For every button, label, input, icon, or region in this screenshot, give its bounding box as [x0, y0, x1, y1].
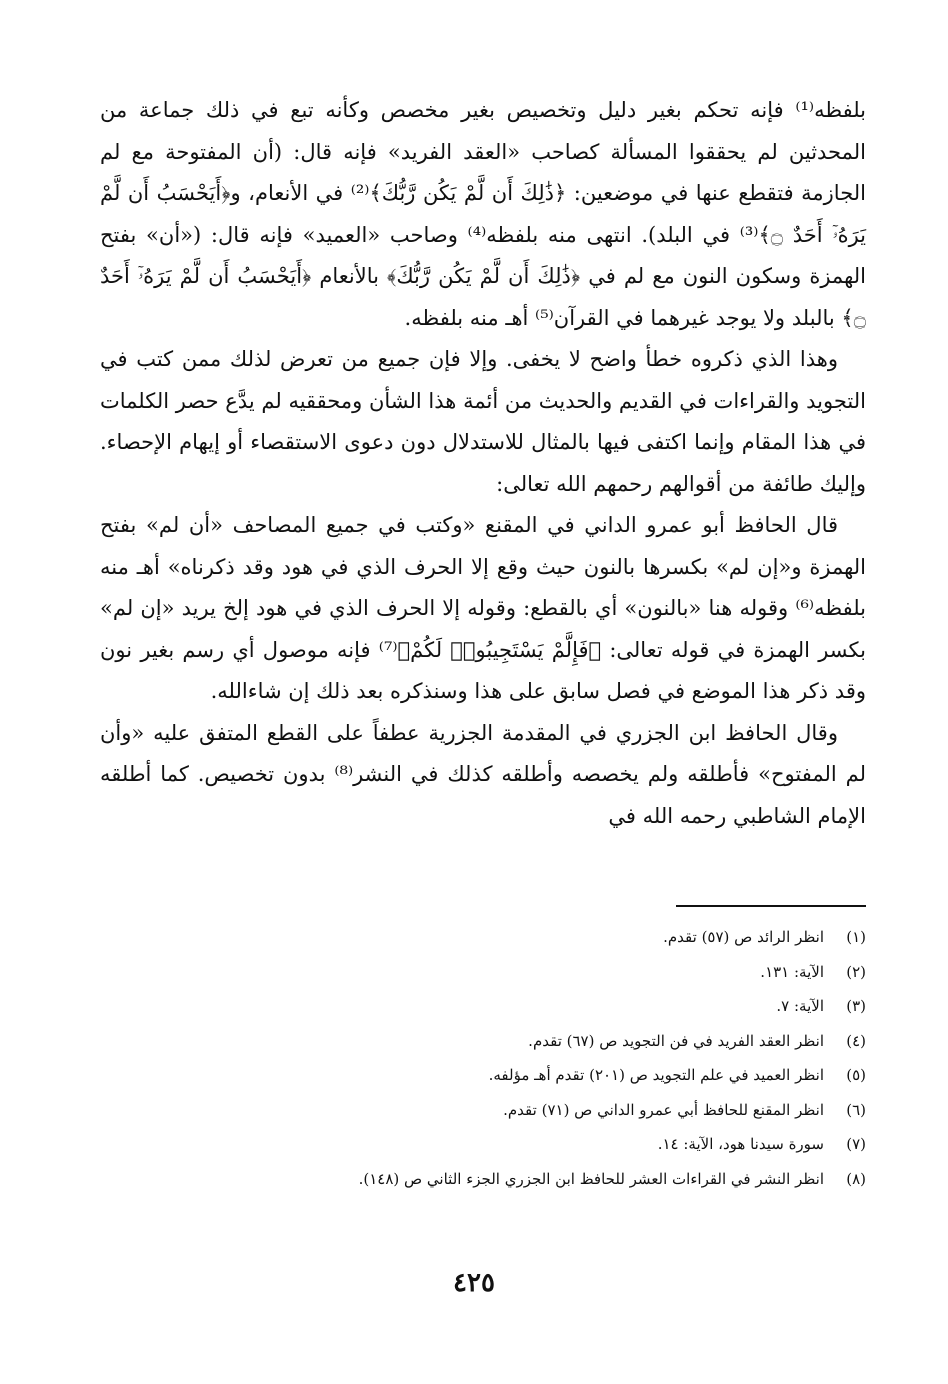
footnote-item [160, 1162, 866, 1197]
footnote-item [160, 1127, 866, 1162]
footnote-item [160, 1093, 866, 1128]
footnote-number: (٣) [846, 997, 866, 1015]
footnote-text: الآية: ٧. [776, 997, 824, 1015]
footnotes [160, 920, 866, 1196]
paragraph-1: بلفظه⁽¹⁾ فإنه تحكم بغير دليل وتخصيص بغير مخصص وكأنه تبع في ذلك جماعة من المحدثين لم يحققوا المسألة كصاحب «العقد الفريد» فإنه قال: (أن المفتوحة مع لم الجازمة فتقطع عنها في موضعين: ﴿ذَٰلِكَ أَن لَّمْ يَكُن رَّبُّكَ﴾⁽²⁾ في الأنعام، و﴿أَيَحْسَبُ أَن لَّمْ يَرَهُۥٓ أَحَدٌ ۝﴾⁽³⁾ في البلد). انتهى منه بلفظه⁽⁴⁾ وصاحب «العميد» فإنه قال: («أن» بفتح الهمزة وسكون النون مع لم في ﴿ذَٰلِكَ أَن لَّمْ يَكُن رَّبُّكَ﴾ بالأنعام ﴿أَيَحْسَبُ أَن لَّمْ يَرَهُۥٓ أَحَدٌ ۝﴾ بالبلد ولا يوجد غيرهما في القرآن⁽⁵⁾ أهـ منه بلفظه. [100, 98, 867, 330]
footnote-text: انظر العقد الفريد في فن التجويد ص (٦٧) تقدم. [528, 1031, 824, 1050]
page-number: ٤٢٥ [453, 1268, 495, 1298]
footnote-number: (٧) [846, 1135, 866, 1153]
footnote-separator [676, 905, 866, 907]
footnote-item [160, 955, 866, 990]
footnote-text: انظر العميد في علم التجويد ص (٢٠١) تقدم أهـ مؤلفه. [488, 1066, 824, 1084]
footnote-number: (٦) [846, 1100, 866, 1119]
paragraph-2: وهذا الذي ذكروه خطأ واضح لا يخفى. وإلا فإن جميع من تعرض لذلك ممن كتب في التجويد والقراءات في القديم والحديث من أئمة هذا الشأن ومحققيه لم يدَّع حصر الكلمات في هذا المقام وإنما اكتفى فيها بالمثال للاستدلال دون دعوى الاستقصاء أو إيهام الإحصاء. وإليك طائفة من أقوالهم رحمهم الله تعالى: [100, 347, 866, 496]
footnote-item [160, 1024, 866, 1059]
paragraph-3: قال الحافظ أبو عمرو الداني في المقنع «وكتب في جميع المصاحف «أن لم» بفتح الهمزة و«إن لم» بكسرها بالنون حيث وقع إلا الحرف الذي في هود وقد ذكرناه» أهـ منه بلفظه⁽⁶⁾ وقوله هنا «بالنون» أي بالقطع: وقوله إلا الحرف الذي في هود إلخ يريد «إن لم» بكسر الهمزة في قوله تعالى: ﴿فَإِلَّمْ يَسْتَجِيبُوا۟ لَكُمْ﴾⁽⁷⁾ فإنه موصول أي رسم بغير نون وقد ذكر هذا الموضع في فصل سابق على هذا وسنذكره بعد ذلك إن شاءالله. [100, 513, 866, 703]
footnote-text: انظر المقنع للحافظ أبي عمرو الداني ص (٧١) تقدم. [503, 1100, 824, 1119]
footnote-number: (٤) [846, 1031, 866, 1050]
body-text [100, 90, 866, 837]
footnote-item [160, 989, 866, 1024]
footnote-number: (٥) [846, 1066, 866, 1084]
footnote-item [160, 920, 866, 955]
footnote-text: انظر النشر في القراءات العشر للحافظ ابن الجزري الجزء الثاني ص (١٤٨). [358, 1169, 824, 1188]
footnote-number: (٢) [846, 962, 866, 981]
footnote-number: (٨) [846, 1169, 866, 1188]
footnote-number: (١) [846, 928, 866, 946]
paragraph-4: وقال الحافظ ابن الجزري في المقدمة الجزرية عطفاً على القطع المتفق عليه «وأن لم المفتوح» فأطلقه ولم يخصصه وأطلقه كذلك في النشر⁽⁸⁾ بدون تخصيص. كما أطلقه الإمام الشاطبي رحمه الله في [100, 720, 866, 828]
footnote-text: الآية: ١٣١. [760, 962, 824, 981]
footnote-text: انظر الرائد ص (٥٧) تقدم. [663, 928, 824, 946]
footnote-item [160, 1058, 866, 1093]
footnote-text: سورة سيدنا هود، الآية: ١٤. [657, 1135, 824, 1153]
